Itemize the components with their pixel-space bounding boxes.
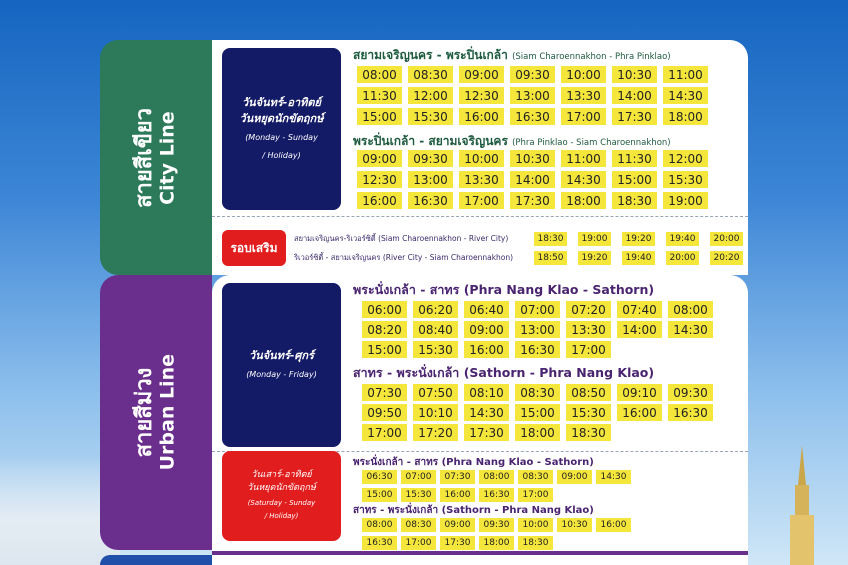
time-cell: 07:40 [617,301,662,318]
time-cell: 14:00 [617,321,662,338]
time-cell: 06:20 [413,301,458,318]
time-cell: 08:00 [479,470,514,484]
time-cell: 11:00 [561,150,606,167]
time-cell: 20:20 [710,251,743,265]
time-cell: 06:40 [464,301,509,318]
time-cell: 19:20 [622,232,655,246]
city-days-box [222,48,341,210]
time-cell: 16:00 [459,108,504,125]
city-route2-th: พระปิ่นเกล้า - สยามเจริญนคร [353,134,508,148]
time-cell: 08:10 [464,384,509,401]
time-cell: 16:00 [464,341,509,358]
urban-weekend-en-1: (Saturday - Sunday [247,499,316,508]
time-cell: 20:00 [710,232,743,246]
time-cell: 18:00 [515,424,560,441]
time-cell: 14:00 [510,171,555,188]
urban-route2-title [353,363,654,383]
time-cell: 18:30 [612,192,657,209]
time-cell: 12:00 [408,87,453,104]
time-cell: 17:30 [510,192,555,209]
time-cell: 12:00 [663,150,708,167]
time-cell: 16:30 [515,341,560,358]
time-cell: 07:00 [401,470,436,484]
time-cell: 09:00 [464,321,509,338]
time-cell: 14:30 [561,171,606,188]
urban-weekend-box [222,451,341,541]
time-cell: 15:00 [612,171,657,188]
time-cell: 10:30 [510,150,555,167]
time-cell: 11:30 [357,87,402,104]
time-cell: 07:30 [440,470,475,484]
urban-route1-th: พระนั่งเกล้า - สาทร [353,282,460,297]
time-cell: 11:00 [663,66,708,83]
urban-line-tab [100,275,212,550]
time-cell: 17:00 [362,424,407,441]
time-cell: 07:30 [362,384,407,401]
time-cell: 18:00 [663,108,708,125]
urban-weekend-th-1: วันเสาร์-อาทิตย์ [251,470,312,481]
urban-weekend-th-2: วันหยุดนักขัตฤกษ์ [247,483,316,494]
time-cell: 19:00 [578,232,611,246]
time-cell: 17:00 [566,341,611,358]
time-cell: 09:30 [668,384,713,401]
city-days-th-2: วันหยุดนักขัตฤกษ์ [239,111,324,125]
urban-we-route2-th: สาทร - พระนั่งเกล้า [353,505,439,516]
time-cell: 15:00 [515,404,560,421]
time-cell: 13:30 [561,87,606,104]
time-cell: 10:30 [557,518,592,532]
time-cell: 09:30 [510,66,555,83]
time-cell: 13:00 [515,321,560,338]
time-cell: 15:30 [408,108,453,125]
time-cell: 15:30 [566,404,611,421]
time-cell: 18:30 [534,232,567,246]
time-cell: 09:00 [357,150,402,167]
urban-weekday-box [222,283,341,447]
time-cell: 16:30 [408,192,453,209]
urban-weekday-en: (Monday - Friday) [246,369,317,379]
time-cell: 19:40 [666,232,699,246]
time-cell: 17:30 [440,536,475,550]
city-route1-title [353,46,671,65]
time-cell: 10:00 [459,150,504,167]
time-cell: 12:30 [357,171,402,188]
time-cell: 08:30 [408,66,453,83]
time-cell: 20:00 [666,251,699,265]
time-cell: 09:50 [362,404,407,421]
time-cell: 17:00 [518,488,553,502]
time-cell: 09:00 [459,66,504,83]
time-cell: 11:30 [612,150,657,167]
time-cell: 19:20 [578,251,611,265]
time-cell: 07:00 [515,301,560,318]
time-cell: 19:40 [622,251,655,265]
time-cell: 17:30 [612,108,657,125]
time-cell: 15:30 [401,488,436,502]
time-cell: 08:00 [362,518,397,532]
time-cell: 16:00 [357,192,402,209]
urban-weekday-th: วันจันทร์-ศุกร์ [249,348,314,362]
time-cell: 09:30 [479,518,514,532]
time-cell: 08:30 [515,384,560,401]
city-route2-en: (Phra Pinklao - Siam Charoennakhon) [512,138,671,148]
city-days-en-2: / Holiday) [262,150,301,160]
urban-we-route1-title [353,455,594,470]
time-cell: 13:00 [510,87,555,104]
urban-weekend-en-2: / Holiday) [264,512,299,521]
time-cell: 14:30 [596,470,631,484]
time-cell: 08:00 [668,301,713,318]
time-cell: 16:00 [596,518,631,532]
time-cell: 13:00 [408,171,453,188]
city-extra1-label: สยามเจริญนคร-ริเวอร์ซิตี้ (Siam Charoennakhon - River City) [294,234,509,243]
time-cell: 18:30 [566,424,611,441]
time-cell: 17:00 [401,536,436,550]
time-cell: 18:30 [518,536,553,550]
time-cell: 08:20 [362,321,407,338]
urban-route2-th: สาทร - พระนั่งเกล้า [353,365,460,380]
time-cell: 19:00 [663,192,708,209]
time-cell: 14:30 [464,404,509,421]
next-card-edge [212,555,748,565]
time-cell: 15:00 [357,108,402,125]
time-cell: 09:00 [557,470,592,484]
time-cell: 10:10 [413,404,458,421]
time-cell: 15:30 [663,171,708,188]
next-card-tab-edge [100,555,212,565]
time-cell: 08:30 [401,518,436,532]
city-line-tab [100,40,212,275]
urban-we-route2-title [353,503,594,518]
city-divider [212,216,748,217]
time-cell: 09:30 [408,150,453,167]
city-route1-th: สยามเจริญนคร - พระปิ่นเกล้า [353,48,508,62]
time-cell: 13:30 [459,171,504,188]
time-cell: 17:00 [561,108,606,125]
time-cell: 08:50 [566,384,611,401]
time-cell: 14:30 [663,87,708,104]
urban-we-route1-th: พระนั่งเกล้า - สาทร [353,457,439,468]
urban-line-title-th: สายสีม่วง [132,367,158,458]
urban-route1-en: (Phra Nang Klao - Sathorn) [463,282,655,297]
time-cell: 17:00 [459,192,504,209]
city-line-title-th: สายสีเขียว [132,107,158,208]
stupa-icon [782,445,822,565]
city-extra-badge: รอบเสริม [222,230,286,266]
city-days-en-1: (Monday - Sunday [245,132,318,142]
time-cell: 07:50 [413,384,458,401]
time-cell: 18:00 [479,536,514,550]
time-cell: 10:30 [612,66,657,83]
time-cell: 16:30 [479,488,514,502]
urban-route1-title [353,280,654,300]
time-cell: 06:00 [362,301,407,318]
time-cell: 09:10 [617,384,662,401]
time-cell: 15:00 [362,341,407,358]
urban-we-route2-en: (Sathorn - Phra Nang Klao) [441,505,594,516]
time-cell: 08:30 [518,470,553,484]
time-cell: 16:30 [362,536,397,550]
time-cell: 16:30 [668,404,713,421]
time-cell: 07:20 [566,301,611,318]
city-extra2-label: ริเวอร์ซิตี้ - สยามเจริญนคร (River City - Siam Charoennakhon) [294,253,514,262]
time-cell: 12:30 [459,87,504,104]
time-cell: 14:00 [612,87,657,104]
time-cell: 17:30 [464,424,509,441]
time-cell: 15:00 [362,488,397,502]
time-cell: 16:00 [617,404,662,421]
time-cell: 08:00 [357,66,402,83]
time-cell: 16:30 [510,108,555,125]
time-cell: 10:00 [518,518,553,532]
city-line-card [212,40,748,275]
urban-route2-en: (Sathorn - Phra Nang Klao) [463,365,655,380]
time-cell: 08:40 [413,321,458,338]
time-cell: 18:00 [561,192,606,209]
urban-we-route1-en: (Phra Nang Klao - Sathorn) [441,457,594,468]
time-cell: 06:30 [362,470,397,484]
time-cell: 13:30 [566,321,611,338]
time-cell: 17:20 [413,424,458,441]
time-cell: 16:00 [440,488,475,502]
time-cell: 10:00 [561,66,606,83]
city-route1-en: (Siam Charoennakhon - Phra Pinklao) [512,52,671,62]
urban-line-card [212,275,748,555]
urban-line-title-en: Urban Line [156,354,179,471]
time-cell: 09:00 [440,518,475,532]
city-line-title-en: City Line [156,110,179,205]
city-route2-title [353,132,671,151]
city-days-th-1: วันจันทร์-อาทิตย์ [241,95,321,109]
time-cell: 14:30 [668,321,713,338]
time-cell: 18:50 [534,251,567,265]
time-cell: 15:30 [413,341,458,358]
